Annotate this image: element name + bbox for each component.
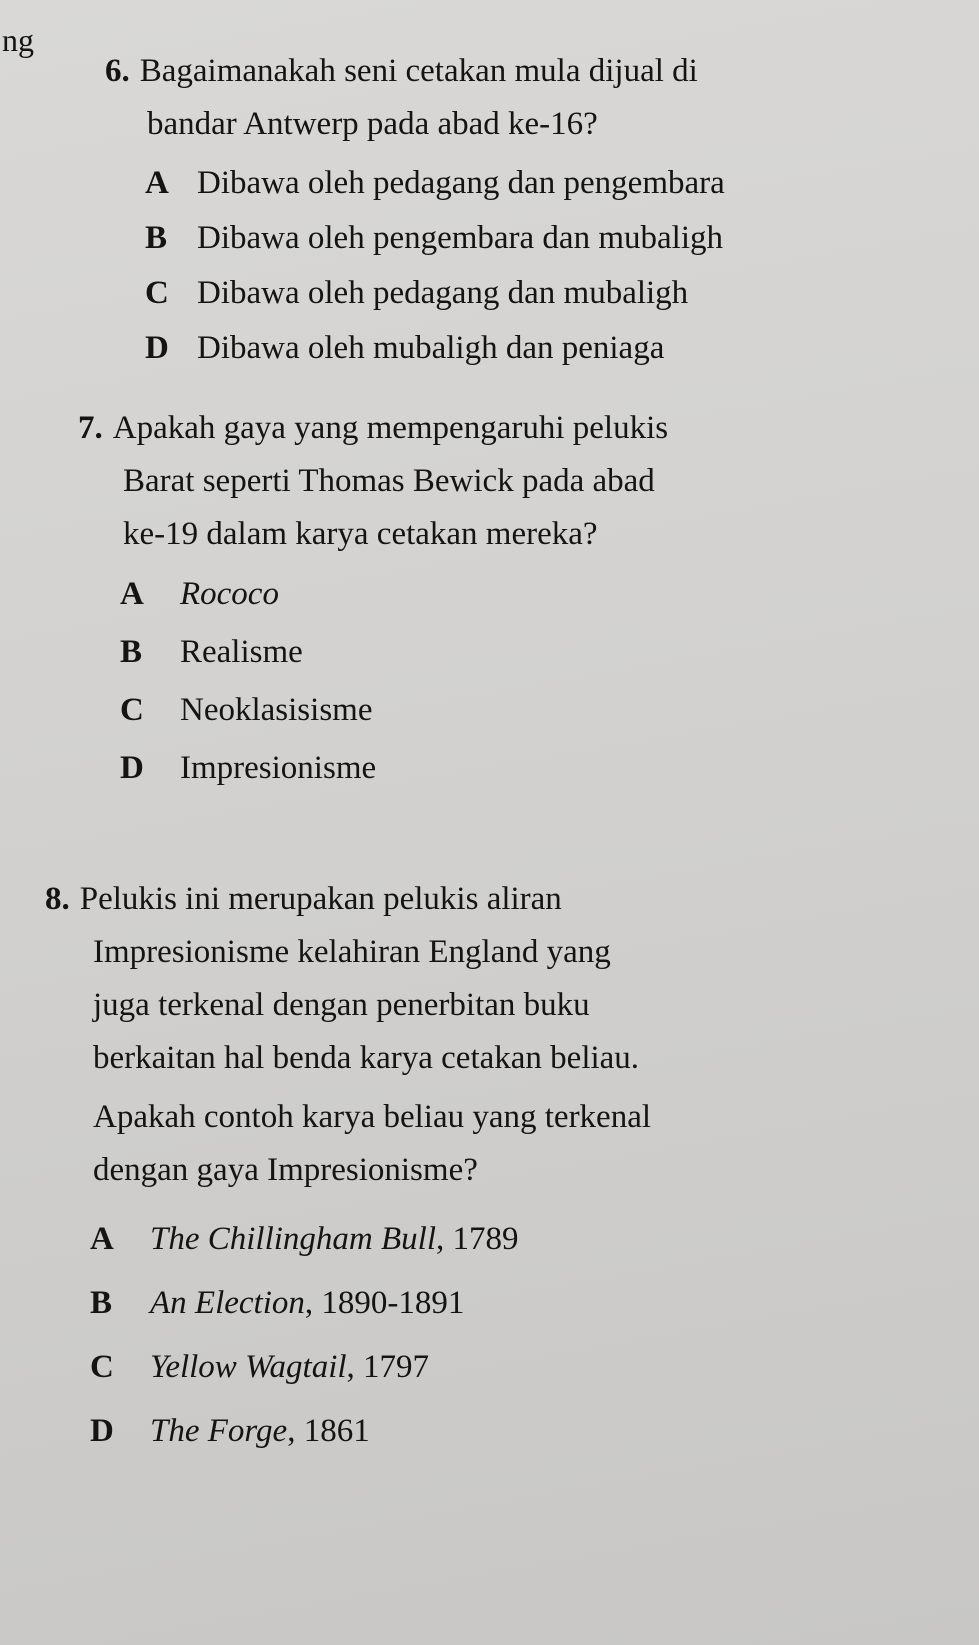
question-number: 8. <box>45 881 70 917</box>
option-text: Neoklasisisme <box>180 692 373 728</box>
option-b[interactable] <box>120 623 668 681</box>
artwork-title: Yellow Wagtail <box>150 1349 347 1385</box>
artwork-year: , 1797 <box>346 1349 430 1385</box>
option-letter: C <box>145 275 169 311</box>
option-letter: B <box>120 634 143 670</box>
question-line <box>45 873 651 926</box>
question-line: juga terkenal dengan penerbitan buku <box>93 987 590 1023</box>
question-stem <box>78 402 668 561</box>
artwork-year: , 1861 <box>287 1413 370 1449</box>
option-letter: B <box>90 1285 113 1321</box>
artwork-title: An Election <box>150 1285 305 1321</box>
option-c[interactable] <box>90 1335 651 1399</box>
option-c[interactable] <box>120 681 668 739</box>
question-7 <box>78 402 668 797</box>
option-letter: D <box>90 1413 114 1449</box>
option-a[interactable] <box>120 565 668 623</box>
option-letter: D <box>120 750 144 786</box>
option-text: Realisme <box>180 634 303 670</box>
option-text: Rococo <box>180 576 279 612</box>
option-d[interactable] <box>145 321 725 376</box>
option-text: Dibawa oleh mubaligh dan peniaga <box>197 330 665 366</box>
question-text: Apakah gaya yang mempengaruhi pelukis <box>112 410 669 446</box>
answer-options <box>145 156 725 376</box>
question-line: Barat seperti Thomas Bewick pada abad <box>123 463 655 499</box>
option-text: Dibawa oleh pedagang dan pengembara <box>197 165 725 201</box>
option-a[interactable] <box>145 156 725 211</box>
question-line: dengan gaya Impresionisme? <box>93 1152 478 1188</box>
question-line <box>105 45 725 98</box>
option-letter: A <box>120 576 144 612</box>
option-text: Dibawa oleh pedagang dan mubaligh <box>197 275 689 311</box>
question-stem <box>105 45 725 151</box>
option-letter: A <box>90 1221 114 1257</box>
option-letter: C <box>90 1349 114 1385</box>
option-d[interactable] <box>90 1399 651 1463</box>
artwork-year: , 1890-1891 <box>304 1285 465 1321</box>
question-line: Apakah contoh karya beliau yang terkenal <box>93 1099 652 1135</box>
question-stem <box>45 873 651 1085</box>
question-line: ke-19 dalam karya cetakan mereka? <box>123 516 598 552</box>
option-c[interactable] <box>145 266 725 321</box>
option-text: Impresionisme <box>180 750 377 786</box>
question-text: Pelukis ini merupakan pelukis aliran <box>79 881 562 917</box>
question-number: 6. <box>105 53 130 89</box>
option-letter: A <box>145 165 169 201</box>
artwork-title: The Chillingham Bull <box>150 1221 437 1257</box>
option-letter: C <box>120 692 144 728</box>
cut-off-text-fragment: ng <box>2 22 34 58</box>
question-line: bandar Antwerp pada abad ke-16? <box>147 106 598 142</box>
question-8 <box>45 873 651 1463</box>
question-prompt <box>45 1091 651 1197</box>
question-number: 7. <box>78 410 103 446</box>
option-a[interactable] <box>90 1207 651 1271</box>
option-text: Dibawa oleh pengembara dan mubaligh <box>197 220 723 256</box>
question-line: berkaitan hal benda karya cetakan beliau. <box>93 1040 640 1076</box>
question-text: Bagaimanakah seni cetakan mula dijual di <box>139 53 698 89</box>
answer-options <box>120 565 668 797</box>
question-6 <box>105 45 725 376</box>
option-b[interactable] <box>145 211 725 266</box>
question-line: Impresionisme kelahiran England yang <box>93 934 611 970</box>
option-b[interactable] <box>90 1271 651 1335</box>
artwork-title: The Forge <box>150 1413 288 1449</box>
artwork-year: , 1789 <box>436 1221 519 1257</box>
option-letter: B <box>145 220 168 256</box>
answer-options <box>90 1207 651 1463</box>
option-letter: D <box>145 330 169 366</box>
option-d[interactable] <box>120 739 668 797</box>
question-line <box>78 402 668 455</box>
